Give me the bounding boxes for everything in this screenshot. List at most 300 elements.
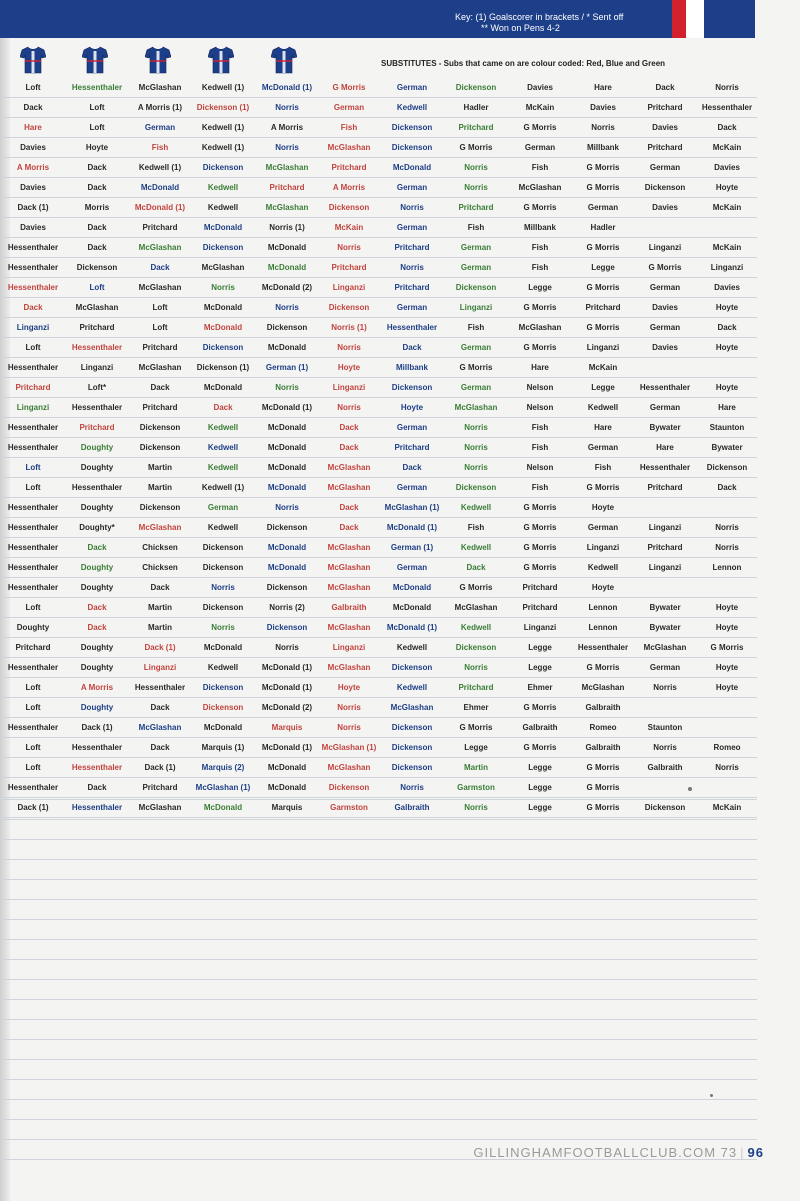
player-cell: Kedwell (1) — [201, 143, 245, 152]
player-cell: Pritchard — [142, 403, 178, 412]
player-cell — [696, 718, 758, 737]
player-cell: Hare — [594, 423, 612, 432]
player-cell: Norris — [591, 123, 615, 132]
player-cell: German — [460, 243, 492, 252]
player-cell: Fish — [467, 523, 485, 532]
player-cell: Millbank — [586, 143, 619, 152]
player-cell: McDonald — [203, 803, 243, 812]
player-cell: Legge — [528, 643, 552, 652]
player-cell: Marquis (2) — [201, 763, 245, 772]
player-cell: Dickenson — [706, 463, 748, 472]
player-cell: Legge — [464, 743, 488, 752]
player-cell: Hare — [24, 123, 42, 132]
player-cell: Dickenson — [266, 583, 308, 592]
player-cell: Dickenson — [391, 143, 433, 152]
empty-ruled-line — [0, 880, 757, 900]
player-cell: Galbraith — [647, 763, 683, 772]
player-cell: German — [587, 523, 619, 532]
player-cell: Norris — [464, 423, 488, 432]
player-cell: Garmston — [330, 803, 368, 812]
player-cell: Kedwell — [396, 643, 428, 652]
player-cell: Dickenson — [455, 83, 497, 92]
player-cell: A Morris (1) — [137, 103, 183, 112]
player-cell: McDonald — [267, 343, 307, 352]
player-cell: Hessenthaler — [71, 403, 123, 412]
player-cell: Hessenthaler — [71, 483, 123, 492]
player-cell: German — [396, 83, 428, 92]
player-cell: Dack — [655, 83, 675, 92]
table-row — [0, 618, 757, 638]
player-cell: German — [649, 323, 681, 332]
player-cell: Dack — [87, 243, 107, 252]
player-cell: Norris — [715, 83, 739, 92]
player-cell: Dack — [87, 603, 107, 612]
player-cell: Loft — [89, 103, 105, 112]
player-cell: Millbank — [523, 223, 556, 232]
empty-ruled-line — [0, 1020, 757, 1040]
key-line-1: Key: (1) Goalscorer in brackets / * Sent off — [455, 12, 624, 22]
player-cell: Linganzi — [332, 643, 366, 652]
player-cell: Hoyte — [715, 183, 739, 192]
player-cell: McGlashan — [643, 643, 687, 652]
player-cell: Linganzi — [648, 243, 682, 252]
player-cell: Norris (1) — [331, 323, 367, 332]
player-cell: McGlashan — [138, 363, 182, 372]
player-cell: Hessenthaler — [7, 783, 59, 792]
player-cell: German — [460, 263, 492, 272]
player-cell: Martin — [148, 483, 172, 492]
player-cell: Hessenthaler — [7, 663, 59, 672]
player-cell: Norris — [464, 803, 488, 812]
player-cell: McKain — [525, 103, 555, 112]
player-cell: Dack — [339, 523, 359, 532]
player-cell: McDonald (2) — [261, 703, 313, 712]
player-cell: Marquis — [271, 723, 303, 732]
player-cell: Kedwell — [207, 443, 239, 452]
player-cell: German — [649, 163, 681, 172]
player-cell: Dickenson — [266, 323, 308, 332]
player-cell: Lennon — [712, 563, 742, 572]
player-cell: Pritchard — [394, 443, 430, 452]
player-cell: Galbraith — [585, 703, 621, 712]
player-cell: Hessenthaler — [71, 83, 123, 92]
player-cell: McDonald — [392, 163, 432, 172]
player-cell: Kedwell (1) — [201, 83, 245, 92]
player-cell: McDonald — [203, 383, 243, 392]
player-cell: Dickenson — [644, 803, 686, 812]
player-cell: Norris — [464, 163, 488, 172]
player-cell: G Morris — [586, 783, 620, 792]
empty-ruled-line — [0, 840, 757, 860]
player-cell: McGlashan — [454, 603, 498, 612]
player-cell: Hessenthaler — [71, 343, 123, 352]
player-cell: German (1) — [390, 543, 434, 552]
player-cell: McGlashan — [327, 143, 371, 152]
player-cell: G Morris — [459, 583, 493, 592]
empty-ruled-line — [0, 1100, 757, 1120]
table-row — [0, 98, 757, 118]
player-cell: Norris — [211, 283, 235, 292]
player-cell: Hoyte — [591, 583, 615, 592]
player-cell: McGlashan — [327, 763, 371, 772]
player-cell: Dack — [150, 383, 170, 392]
player-cell: Garmston — [457, 783, 495, 792]
player-cell: Pritchard — [522, 603, 558, 612]
player-cell: Hessenthaler — [639, 383, 691, 392]
player-cell: Hoyte — [715, 343, 739, 352]
player-cell: McGlashan — [327, 463, 371, 472]
player-cell: Norris — [715, 523, 739, 532]
player-cell: G Morris — [586, 803, 620, 812]
player-cell: McGlashan — [138, 243, 182, 252]
player-cell: Linganzi — [143, 663, 177, 672]
player-cell: McDonald (1) — [261, 663, 313, 672]
shirt-icon — [20, 46, 46, 74]
player-cell: McDonald — [267, 783, 307, 792]
player-cell: Linganzi — [648, 563, 682, 572]
player-cell: McGlashan — [327, 663, 371, 672]
player-cell: Dack — [339, 443, 359, 452]
player-cell: Hoyte — [715, 623, 739, 632]
player-cell: Norris — [337, 403, 361, 412]
player-cell: Kedwell — [207, 463, 239, 472]
player-cell: Loft — [25, 763, 41, 772]
player-cell: Dack — [87, 163, 107, 172]
player-cell: Hessenthaler — [7, 283, 59, 292]
player-cell: Hoyte — [400, 403, 424, 412]
player-cell: McGlashan — [75, 303, 119, 312]
empty-ruled-line — [0, 1120, 757, 1140]
player-cell: Linganzi — [710, 263, 744, 272]
player-cell: Dickenson — [644, 183, 686, 192]
player-cell: Norris — [275, 503, 299, 512]
player-cell: Dickenson — [266, 623, 308, 632]
player-cell: Hessenthaler — [71, 743, 123, 752]
empty-ruled-line — [0, 1080, 757, 1100]
player-cell: Davies — [20, 183, 46, 192]
player-cell: Dickenson — [328, 203, 370, 212]
player-cell: Norris — [400, 783, 424, 792]
player-cell: Marquis (1) — [201, 743, 245, 752]
player-cell: G Morris — [523, 523, 557, 532]
player-cell: G Morris — [332, 83, 366, 92]
player-cell: Dack — [213, 403, 233, 412]
player-cell: A Morris — [270, 123, 304, 132]
table-row — [0, 478, 757, 498]
player-cell: McDonald — [267, 483, 307, 492]
player-cell: G Morris — [523, 503, 557, 512]
player-cell: Staunton — [647, 723, 683, 732]
player-cell: G Morris — [648, 263, 682, 272]
player-cell: Dack — [339, 503, 359, 512]
player-cell: Loft — [25, 463, 41, 472]
player-cell: Pritchard — [142, 343, 178, 352]
player-cell: Dack — [150, 263, 170, 272]
player-cell: Linganzi — [586, 343, 620, 352]
player-cell: McDonald (1) — [261, 403, 313, 412]
player-cell: G Morris — [459, 143, 493, 152]
player-cell: Legge — [528, 663, 552, 672]
player-cell: McDonald (1) — [261, 83, 313, 92]
player-cell: G Morris — [459, 363, 493, 372]
player-cell: Bywater — [649, 623, 681, 632]
player-cell: Pritchard — [331, 163, 367, 172]
player-cell: McGlashan — [518, 183, 562, 192]
player-cell: Dickenson — [455, 483, 497, 492]
player-cell: Martin — [464, 763, 488, 772]
player-cell: Kedwell — [207, 663, 239, 672]
player-cell: Bywater — [711, 443, 743, 452]
player-cell: Norris — [653, 743, 677, 752]
player-cell: McDonald — [267, 423, 307, 432]
player-cell: Dickenson — [76, 263, 118, 272]
player-cell: A Morris — [332, 183, 366, 192]
table-row — [0, 78, 757, 98]
player-cell: Davies — [20, 223, 46, 232]
player-cell: Dack — [717, 123, 737, 132]
player-cell: Dickenson — [455, 643, 497, 652]
table-row — [0, 258, 757, 278]
player-cell: Pritchard — [79, 423, 115, 432]
player-cell: Davies — [652, 203, 678, 212]
table-row — [0, 578, 757, 598]
player-cell: Galbraith — [331, 603, 367, 612]
player-cell: Dickenson (1) — [196, 103, 250, 112]
player-cell: McKain — [712, 243, 742, 252]
player-cell: Martin — [148, 623, 172, 632]
player-cell: Hessenthaler — [71, 763, 123, 772]
player-cell: Hessenthaler — [7, 443, 59, 452]
player-cell: Dack — [23, 103, 43, 112]
table-row — [0, 338, 757, 358]
player-cell: G Morris — [586, 163, 620, 172]
player-cell: Dickenson — [391, 383, 433, 392]
empty-ruled-line — [0, 940, 757, 960]
player-cell: Pritchard — [647, 543, 683, 552]
player-cell: McDonald — [267, 463, 307, 472]
player-cell: Dack — [150, 703, 170, 712]
player-cell: Loft — [25, 603, 41, 612]
player-cell: McDonald — [267, 243, 307, 252]
table-row — [0, 238, 757, 258]
player-cell: Dickenson — [391, 663, 433, 672]
player-cell: McDonald (1) — [134, 203, 186, 212]
table-row — [0, 718, 757, 738]
player-cell: Marquis — [271, 803, 303, 812]
player-cell: Dack (1) — [144, 643, 176, 652]
empty-ruled-line — [0, 1000, 757, 1020]
player-cell: Norris — [337, 703, 361, 712]
player-cell: Kedwell (1) — [201, 483, 245, 492]
empty-ruled-line — [0, 920, 757, 940]
player-cell: G Morris — [523, 543, 557, 552]
player-cell — [696, 578, 758, 597]
player-cell: McKain — [712, 803, 742, 812]
player-cell: Norris (2) — [269, 603, 305, 612]
player-cell: German — [396, 423, 428, 432]
empty-ruled-line — [0, 860, 757, 880]
player-cell: Norris — [211, 583, 235, 592]
player-cell: Bywater — [649, 603, 681, 612]
player-cell: Dack — [402, 463, 422, 472]
player-cell: Dickenson — [455, 283, 497, 292]
empty-ruled-line — [0, 820, 757, 840]
player-cell: Hessenthaler — [7, 363, 59, 372]
empty-ruled-line — [0, 900, 757, 920]
player-cell: Fish — [531, 483, 549, 492]
player-cell: Dack — [466, 563, 486, 572]
table-row — [0, 358, 757, 378]
player-cell: Fish — [467, 323, 485, 332]
player-cell: G Morris — [523, 303, 557, 312]
table-row — [0, 698, 757, 718]
player-cell: Dack — [23, 303, 43, 312]
player-cell: A Morris — [16, 163, 50, 172]
player-cell: Dickenson — [391, 763, 433, 772]
player-cell: Bywater — [649, 423, 681, 432]
player-cell: Norris — [275, 643, 299, 652]
player-cell: Legge — [528, 283, 552, 292]
page-footer — [473, 1145, 764, 1160]
table-row — [0, 638, 757, 658]
player-cell: Martin — [148, 463, 172, 472]
player-cell: McGlashan — [327, 543, 371, 552]
player-cell: Pritchard — [647, 483, 683, 492]
player-cell: Dickenson — [139, 423, 181, 432]
player-cell: Nelson — [526, 383, 554, 392]
player-cell: Pritchard — [142, 223, 178, 232]
player-cell: Hoyte — [715, 303, 739, 312]
player-cell: Doughty — [80, 703, 114, 712]
player-cell: Pritchard — [458, 683, 494, 692]
player-cell: Legge — [591, 383, 615, 392]
table-row — [0, 198, 757, 218]
table-row — [0, 378, 757, 398]
player-cell: Loft — [25, 83, 41, 92]
player-cell: McGlashan — [138, 83, 182, 92]
player-cell: Kedwell — [207, 183, 239, 192]
key-legend — [455, 12, 675, 34]
player-cell: German — [649, 403, 681, 412]
player-cell: Kedwell — [207, 203, 239, 212]
player-cell: Dickenson — [202, 563, 244, 572]
player-cell: McDonald — [267, 263, 307, 272]
player-cell: McKain — [712, 143, 742, 152]
table-row — [0, 158, 757, 178]
player-cell: Millbank — [395, 363, 428, 372]
player-cell: G Morris — [586, 323, 620, 332]
player-cell: Kedwell — [587, 563, 619, 572]
player-cell: Linganzi — [648, 523, 682, 532]
player-cell — [696, 218, 758, 237]
table-row — [0, 518, 757, 538]
player-cell: German — [396, 563, 428, 572]
player-cell: Kedwell — [460, 623, 492, 632]
empty-ruled-line — [0, 800, 757, 820]
table-row — [0, 678, 757, 698]
footer-logo-mark: 96 — [747, 1145, 764, 1160]
player-cell: Ehmer — [463, 703, 489, 712]
player-cell: Norris — [275, 143, 299, 152]
player-cell: Norris — [464, 183, 488, 192]
player-cell: McDonald (2) — [261, 283, 313, 292]
player-cell: McKain — [334, 223, 364, 232]
player-cell: Davies — [714, 163, 740, 172]
player-cell: Chicksen — [142, 563, 178, 572]
player-cell: Pritchard — [458, 203, 494, 212]
player-cell: Morris — [84, 203, 110, 212]
player-cell: McGlashan — [327, 623, 371, 632]
player-cell: G Morris — [523, 343, 557, 352]
player-cell: Hoyte — [591, 503, 615, 512]
player-cell: Hessenthaler — [7, 523, 59, 532]
player-cell: McKain — [588, 363, 618, 372]
player-cell: Pritchard — [142, 783, 178, 792]
table-row — [0, 658, 757, 678]
table-row — [0, 398, 757, 418]
player-cell: Hessenthaler — [639, 463, 691, 472]
player-cell: Dickenson — [328, 303, 370, 312]
player-cell: German — [460, 343, 492, 352]
player-cell: McDonald — [203, 643, 243, 652]
player-cell: Dack (1) — [17, 203, 49, 212]
player-cell: G Morris — [523, 123, 557, 132]
player-cell: Kedwell — [460, 543, 492, 552]
player-cell: Hessenthaler — [7, 723, 59, 732]
player-cell: Davies — [20, 143, 46, 152]
empty-ruled-line — [0, 780, 757, 800]
player-cell: Pritchard — [522, 583, 558, 592]
player-cell: Dickenson — [202, 163, 244, 172]
table-row — [0, 558, 757, 578]
player-cell: Dickenson — [202, 243, 244, 252]
shirt-icon — [82, 46, 108, 74]
player-cell: McDonald — [267, 543, 307, 552]
player-cell: Pritchard — [15, 643, 51, 652]
player-cell: McGlashan (1) — [384, 503, 440, 512]
player-cell: Loft — [89, 123, 105, 132]
table-row — [0, 138, 757, 158]
player-cell: McGlashan — [327, 563, 371, 572]
player-cell: Dickenson — [202, 683, 244, 692]
player-cell: McDonald (1) — [386, 523, 438, 532]
player-cell: Hoyte — [715, 683, 739, 692]
player-cell: Linganzi — [332, 383, 366, 392]
player-cell: Linganzi — [459, 303, 493, 312]
substitutes-note: SUBSTITUTES - Subs that came on are colour coded: Red, Blue and Green — [381, 59, 666, 68]
player-cell: Loft — [25, 343, 41, 352]
player-cell: Fish — [531, 423, 549, 432]
player-cell: Dack — [87, 543, 107, 552]
player-cell: Davies — [527, 83, 553, 92]
player-cell: Dack — [150, 583, 170, 592]
header-stripe-blue — [704, 0, 755, 38]
player-cell — [634, 698, 696, 717]
player-cell: Dickenson — [202, 703, 244, 712]
player-cell: Romeo — [589, 723, 617, 732]
line-up-table — [0, 78, 757, 818]
player-cell: Dack — [87, 223, 107, 232]
player-cell: German — [460, 383, 492, 392]
player-cell: Romeo — [713, 743, 741, 752]
player-cell: G Morris — [523, 563, 557, 572]
print-speck — [688, 787, 692, 791]
player-cell: G Morris — [586, 283, 620, 292]
player-cell: Kedwell (1) — [138, 163, 182, 172]
player-cell: Davies — [590, 103, 616, 112]
table-row — [0, 498, 757, 518]
player-cell: Hessenthaler — [7, 503, 59, 512]
